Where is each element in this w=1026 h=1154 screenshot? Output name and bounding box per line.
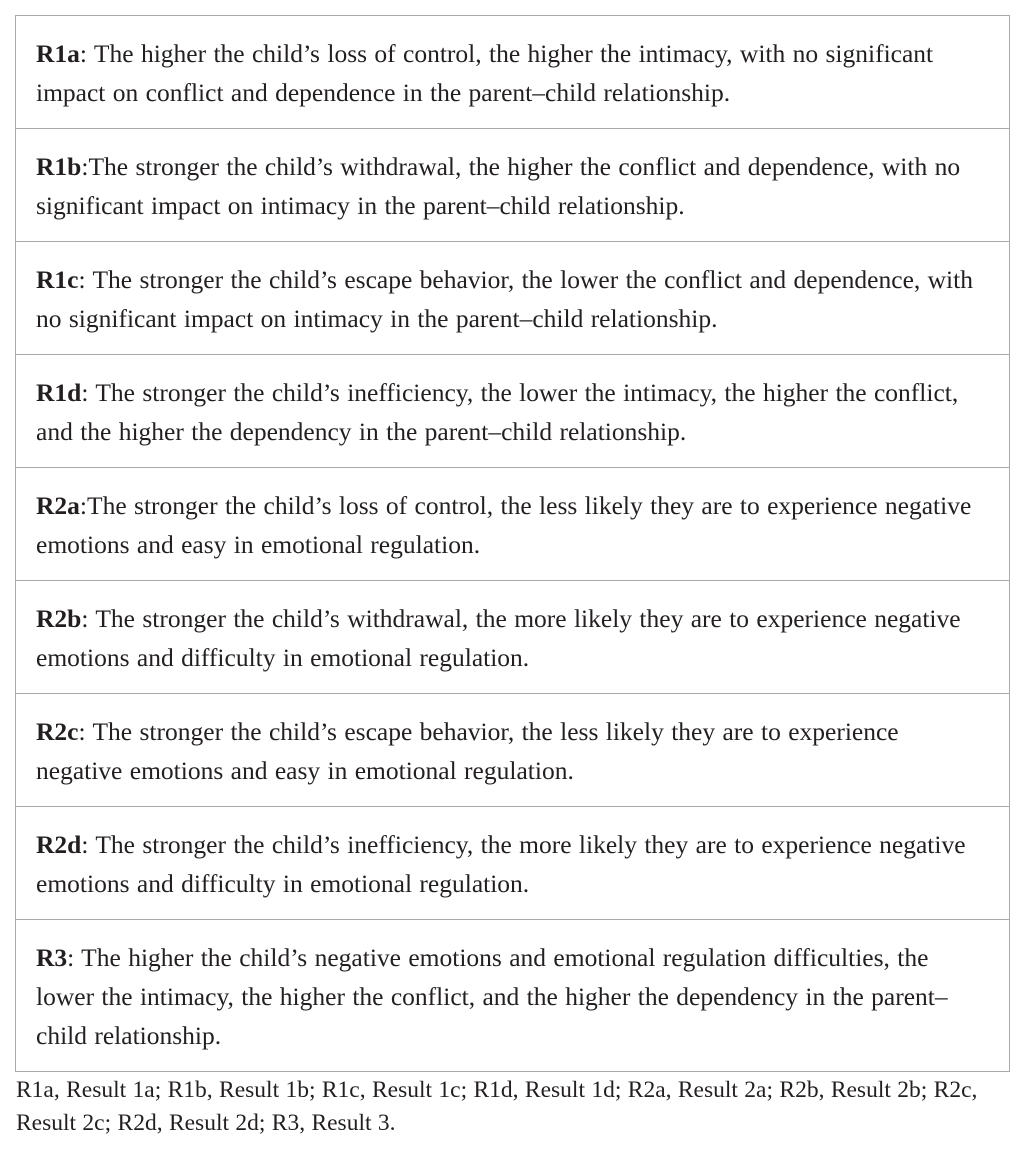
result-separator: : — [78, 717, 93, 746]
result-separator: : — [67, 943, 82, 972]
result-cell-r2b — [16, 581, 1010, 694]
result-text: The stronger the child’s withdrawal, the more likely they are to experience negative emotions and difficulty in emotional regulation. — [36, 604, 961, 672]
result-code: R1d — [36, 378, 82, 407]
result-code: R2a — [36, 491, 80, 520]
table-row — [16, 807, 1010, 920]
result-text: The stronger the child’s escape behavior, the lower the conflict and dependence, with no significant impact on intimacy in the parent–child relationship. — [36, 265, 973, 333]
result-text: The stronger the child’s inefficiency, the lower the intimacy, the higher the conflict, and the higher the dependency in the parent–child relationship. — [36, 378, 959, 446]
result-cell-r1c — [16, 242, 1010, 355]
table-row — [16, 355, 1010, 468]
result-cell-r2c — [16, 694, 1010, 807]
result-separator: : — [81, 830, 96, 859]
results-table — [15, 15, 1010, 1072]
result-separator: : — [79, 491, 88, 520]
result-text: The higher the child’s loss of control, the higher the intimacy, with no significant impact on conflict and dependence in the parent–child relationship. — [36, 39, 934, 107]
result-text: The stronger the child’s loss of control, the less likely they are to experience negative emotions and easy in emotional regulation. — [36, 491, 972, 559]
result-code: R1b — [36, 152, 82, 181]
result-cell-r1b — [16, 129, 1010, 242]
table-row — [16, 920, 1010, 1072]
result-code: R2c — [36, 717, 79, 746]
result-code: R2d — [36, 830, 82, 859]
result-cell-r1a — [16, 16, 1010, 129]
result-code: R1a — [36, 39, 80, 68]
result-code: R1c — [36, 265, 79, 294]
result-text: The stronger the child’s escape behavior, the less likely they are to experience negative emotions and easy in emotional regulation. — [36, 717, 899, 785]
result-cell-r2d — [16, 807, 1010, 920]
result-code: R2b — [36, 604, 82, 633]
result-separator: : — [78, 265, 93, 294]
result-cell-r3 — [16, 920, 1010, 1072]
result-text: The higher the child’s negative emotions and emotional regulation difficulties, the lower the intimacy, the higher the conflict, and the higher the dependency in the parent–child relationship. — [36, 943, 948, 1050]
result-separator: : — [81, 152, 89, 181]
table-row — [16, 242, 1010, 355]
result-code: R3 — [36, 943, 68, 972]
table-row — [16, 129, 1010, 242]
table-row — [16, 694, 1010, 807]
table-row — [16, 581, 1010, 694]
result-text: The stronger the child’s inefficiency, the more likely they are to experience negative emotions and difficulty in emotional regulation. — [36, 830, 966, 898]
table-row — [16, 16, 1010, 129]
result-text: The stronger the child’s withdrawal, the higher the conflict and dependence, with no significant impact on intimacy in the parent–child relationship. — [36, 152, 961, 220]
table-footnote: R1a, Result 1a; R1b, Result 1b; R1c, Result 1c; R1d, Result 1d; R2a, Result 2a; R2b, Result 2b; R2c, Result 2c; R2d, Result 2d; R3, Result 3. — [16, 1077, 978, 1136]
result-separator: : — [79, 39, 94, 68]
table-row — [16, 468, 1010, 581]
result-cell-r1d — [16, 355, 1010, 468]
result-separator: : — [81, 604, 96, 633]
result-cell-r2a — [16, 468, 1010, 581]
result-separator: : — [81, 378, 96, 407]
